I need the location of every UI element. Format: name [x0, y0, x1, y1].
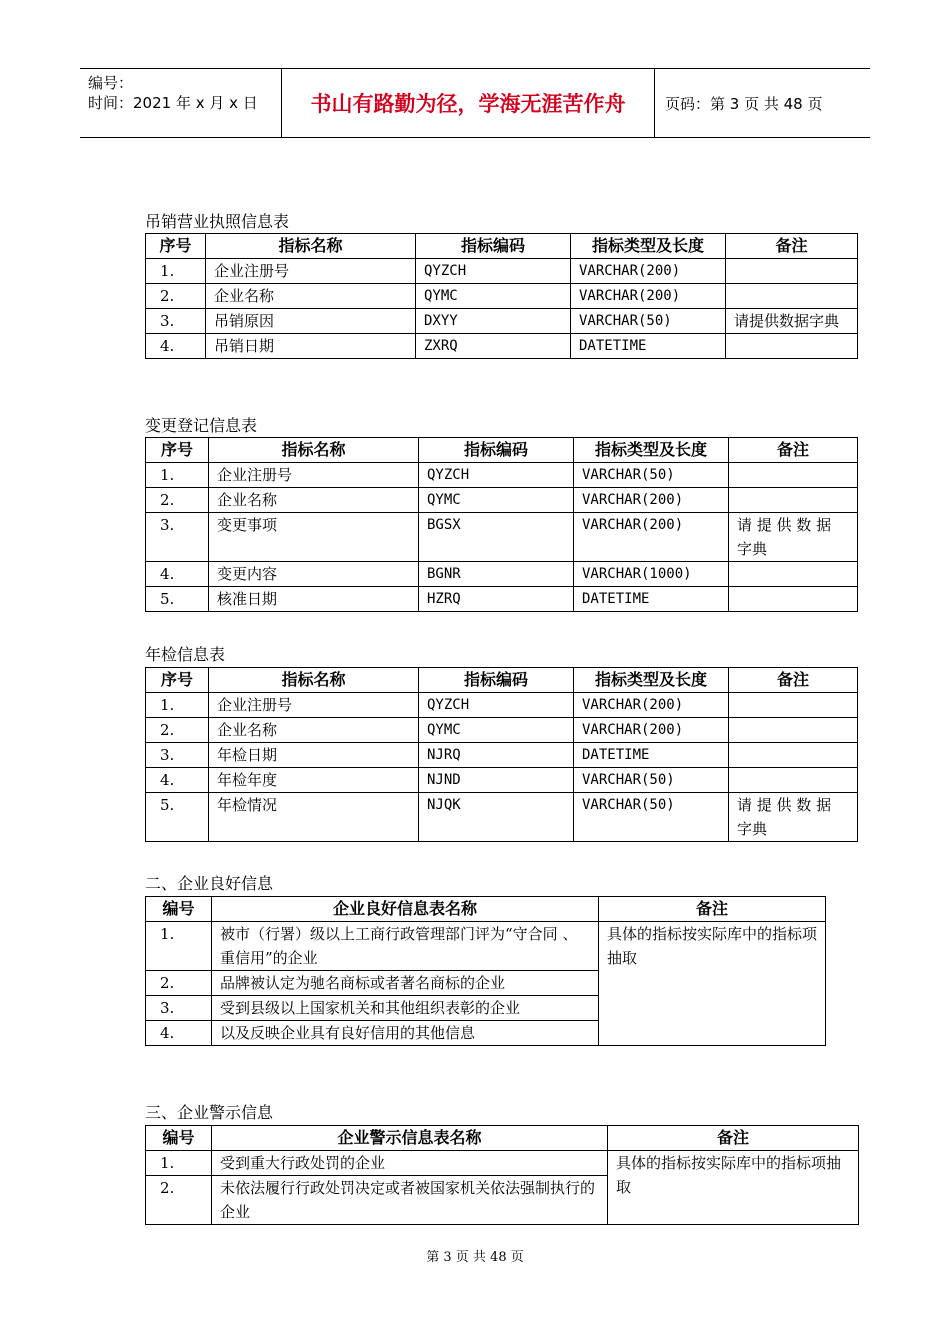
table-row — [146, 743, 858, 768]
cell-type: VARCHAR(50) — [571, 309, 726, 334]
section-title-warning-info: 三、企业警示信息 — [145, 1103, 274, 1122]
col-header: 编号 — [146, 1126, 212, 1151]
cell-type: DATETIME — [571, 334, 726, 359]
col-header: 备注 — [729, 668, 858, 693]
col-header: 备注 — [608, 1126, 859, 1151]
cell-no: 1. — [146, 922, 212, 971]
cell-no: 3. — [146, 309, 206, 334]
cell-name: 核准日期 — [209, 587, 419, 612]
cell-code: QYZCH — [419, 693, 574, 718]
table-row — [146, 922, 826, 971]
cell-code: BGSX — [419, 513, 574, 562]
header-motto: 书山有路勤为径，学海无涯苦作舟 — [282, 69, 655, 137]
cell-code: QYMC — [419, 718, 574, 743]
cell-no: 1. — [146, 1151, 212, 1176]
table-row — [146, 1151, 859, 1176]
cell-note — [729, 743, 858, 768]
col-header: 企业良好信息表名称 — [212, 897, 599, 922]
cell-no: 1. — [146, 463, 209, 488]
cell-code: ZXRQ — [416, 334, 571, 359]
cell-code: QYZCH — [419, 463, 574, 488]
table-row — [146, 259, 858, 284]
revocation-table — [145, 233, 858, 359]
cell-no: 1. — [146, 693, 209, 718]
table-row — [146, 793, 858, 842]
cell-note: 具体的指标按实际库中的指标项抽取 — [608, 1151, 859, 1225]
cell-name: 企业名称 — [206, 284, 416, 309]
col-header: 序号 — [146, 438, 209, 463]
cell-note — [729, 488, 858, 513]
cell-note — [729, 463, 858, 488]
cell-name: 受到县级以上国家机关和其他组织表彰的企业 — [212, 996, 599, 1021]
cell-type: VARCHAR(1000) — [574, 562, 729, 587]
cell-name: 吊销原因 — [206, 309, 416, 334]
cell-name: 企业名称 — [209, 718, 419, 743]
section-title-good-info: 二、企业良好信息 — [145, 874, 274, 893]
table-row — [146, 587, 858, 612]
col-header: 备注 — [729, 438, 858, 463]
cell-name: 企业注册号 — [209, 693, 419, 718]
cell-name: 变更事项 — [209, 513, 419, 562]
cell-no: 2. — [146, 1176, 212, 1225]
table-row — [146, 718, 858, 743]
col-header: 备注 — [599, 897, 826, 922]
warning-info-table — [145, 1125, 859, 1225]
col-header: 指标名称 — [209, 668, 419, 693]
cell-note — [729, 768, 858, 793]
cell-type: DATETIME — [574, 587, 729, 612]
table-row — [146, 562, 858, 587]
cell-name: 企业注册号 — [206, 259, 416, 284]
table-row — [146, 309, 858, 334]
table-row — [146, 488, 858, 513]
cell-code: QYZCH — [416, 259, 571, 284]
number-label: 编号： — [88, 74, 134, 92]
cell-code: QYMC — [419, 488, 574, 513]
cell-name: 变更内容 — [209, 562, 419, 587]
header-page-info: 页码：第 3 页 共 48 页 — [665, 94, 823, 113]
cell-name: 企业名称 — [209, 488, 419, 513]
cell-note: 请提供数据字典 — [726, 309, 858, 334]
table-row — [146, 463, 858, 488]
cell-no: 5. — [146, 587, 209, 612]
cell-code: QYMC — [416, 284, 571, 309]
table-header-row — [146, 234, 858, 259]
col-header: 指标编码 — [416, 234, 571, 259]
col-header: 指标类型及长度 — [574, 668, 729, 693]
cell-name: 未依法履行行政处罚决定或者被国家机关依法强制执行的企业 — [212, 1176, 608, 1225]
cell-name: 吊销日期 — [206, 334, 416, 359]
section-title-change: 变更登记信息表 — [145, 416, 258, 435]
cell-no: 3. — [146, 513, 209, 562]
cell-no: 1. — [146, 259, 206, 284]
cell-no: 2. — [146, 488, 209, 513]
cell-name: 年检年度 — [209, 768, 419, 793]
cell-no: 4. — [146, 1021, 212, 1046]
cell-type: VARCHAR(200) — [574, 513, 729, 562]
cell-type: VARCHAR(50) — [574, 768, 729, 793]
col-header: 序号 — [146, 234, 206, 259]
header-meta — [80, 69, 282, 137]
col-header: 序号 — [146, 668, 209, 693]
section-title-annual: 年检信息表 — [145, 645, 226, 664]
table-header-row — [146, 1126, 859, 1151]
col-header: 指标名称 — [206, 234, 416, 259]
cell-type: VARCHAR(200) — [574, 718, 729, 743]
cell-note — [726, 334, 858, 359]
cell-note — [726, 259, 858, 284]
col-header: 指标编码 — [419, 668, 574, 693]
annual-table — [145, 667, 858, 842]
table-header-row — [146, 668, 858, 693]
table-row — [146, 334, 858, 359]
section-title-revocation: 吊销营业执照信息表 — [145, 212, 290, 231]
cell-no: 2. — [146, 284, 206, 309]
cell-note — [729, 718, 858, 743]
cell-type: DATETIME — [574, 743, 729, 768]
table-row — [146, 284, 858, 309]
col-header: 指标类型及长度 — [574, 438, 729, 463]
cell-no: 3. — [146, 996, 212, 1021]
cell-type: VARCHAR(50) — [574, 793, 729, 842]
cell-name: 以及反映企业具有良好信用的其他信息 — [212, 1021, 599, 1046]
cell-name: 企业注册号 — [209, 463, 419, 488]
cell-type: VARCHAR(200) — [574, 488, 729, 513]
cell-code: NJRQ — [419, 743, 574, 768]
cell-no: 3. — [146, 743, 209, 768]
cell-name: 年检情况 — [209, 793, 419, 842]
col-header: 指标类型及长度 — [571, 234, 726, 259]
cell-no: 2. — [146, 718, 209, 743]
change-table — [145, 437, 858, 612]
table-row — [146, 513, 858, 562]
cell-code: DXYY — [416, 309, 571, 334]
cell-name: 年检日期 — [209, 743, 419, 768]
table-row — [146, 693, 858, 718]
cell-code: NJND — [419, 768, 574, 793]
table-header-row — [146, 438, 858, 463]
cell-code: BGNR — [419, 562, 574, 587]
col-header: 企业警示信息表名称 — [212, 1126, 608, 1151]
cell-name: 被市（行署）级以上工商行政管理部门评为“守合同 、重信用”的企业 — [212, 922, 599, 971]
table-header-row — [146, 897, 826, 922]
cell-type: VARCHAR(200) — [571, 259, 726, 284]
table-row — [146, 768, 858, 793]
cell-name: 品牌被认定为驰名商标或者著名商标的企业 — [212, 971, 599, 996]
cell-note: 具体的指标按实际库中的指标项抽取 — [599, 922, 826, 1046]
cell-type: VARCHAR(200) — [574, 693, 729, 718]
cell-name: 受到重大行政处罚的企业 — [212, 1151, 608, 1176]
cell-note — [729, 693, 858, 718]
cell-type: VARCHAR(50) — [574, 463, 729, 488]
date-line: 时间：2021 年 x 月 x 日 — [88, 94, 258, 112]
col-header: 指标编码 — [419, 438, 574, 463]
cell-note: 请 提 供 数 据 字典 — [729, 513, 858, 562]
cell-no: 4. — [146, 562, 209, 587]
cell-type: VARCHAR(200) — [571, 284, 726, 309]
cell-note — [729, 587, 858, 612]
cell-note — [729, 562, 858, 587]
col-header: 指标名称 — [209, 438, 419, 463]
cell-code: HZRQ — [419, 587, 574, 612]
cell-no: 4. — [146, 334, 206, 359]
cell-code: NJQK — [419, 793, 574, 842]
cell-no: 5. — [146, 793, 209, 842]
page-footer: 第 3 页 共 48 页 — [426, 1250, 524, 1265]
cell-no: 2. — [146, 971, 212, 996]
cell-note: 请 提 供 数 据 字典 — [729, 793, 858, 842]
col-header: 编号 — [146, 897, 212, 922]
cell-note — [726, 284, 858, 309]
cell-no: 4. — [146, 768, 209, 793]
col-header: 备注 — [726, 234, 858, 259]
good-info-table — [145, 896, 826, 1046]
page-header — [80, 68, 870, 138]
